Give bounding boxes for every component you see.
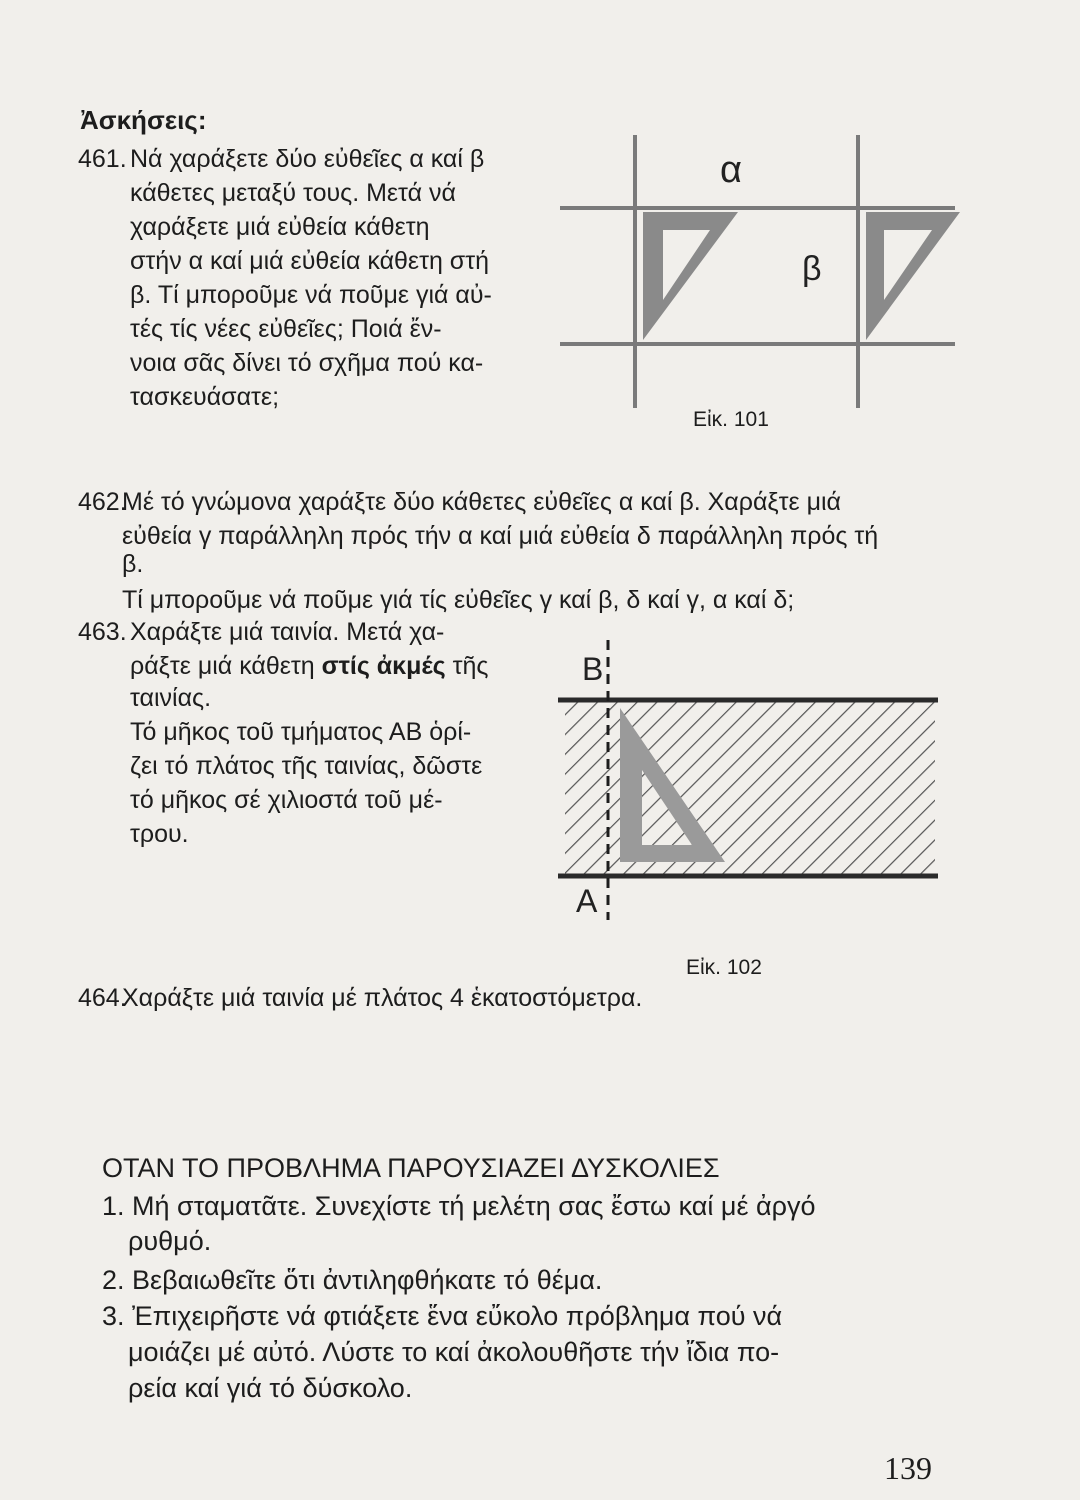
ex461-line: τασκευάσατε; [130,383,280,411]
ex463-line: Τό μῆκος τοῦ τμήματος ΑΒ ὁρί- [130,718,472,746]
figure-101 [540,130,960,420]
ex462-line: εὐθεία γ παράλληλη πρός τήν α καί μιά εὐθεία δ παράλληλη πρός τή [122,522,879,550]
ex461-line: τές τίς νέες εὐθεῖες; Ποιά ἔν- [130,315,442,343]
ex463-text: ράξτε μιά κάθετη [130,652,322,680]
tip-3: 3. Ἐπιχειρῆστε νά φτιάξετε ἕνα εὔκολο πρόβλημα πού νά [102,1301,783,1331]
tip-1: 1. Μή σταματᾶτε. Συνεχίστε τή μελέτη σας ἔστω καί μέ ἀργό [102,1191,816,1221]
ex463-line: τό μῆκος σέ χιλιοστά τοῦ μέ- [130,786,443,814]
ex464-text: Χαράξτε μιά ταινία μέ πλάτος 4 ἑκατοστόμετρα. [122,984,643,1012]
tips-title: ΟΤΑΝ ΤΟ ΠΡΟΒΛΗΜΑ ΠΑΡΟΥΣΙΑΖΕΙ ΔΥΣΚΟΛΙΕΣ [102,1153,720,1183]
ex463-line: τρου. [130,820,189,848]
ex462-line: Τί μποροῦμε νά ποῦμε γιά τίς εὐθεῖες γ καί β, δ καί γ, α καί δ; [122,586,795,614]
ex462-number: 462. [78,488,127,516]
section-title: Ἀσκήσεις: [80,105,207,135]
ex462-line: Μέ τό γνώμονα χαράξτε δύο κάθετες εὐθεῖες α καί β. Χαράξτε μιά [122,488,842,516]
ex464-number: 464. [78,984,127,1012]
tip-3-cont: ρεία καί γιά τό δύσκολο. [128,1373,413,1403]
ex462-line: β. [122,550,144,578]
tip-3-cont: μοιάζει μέ αὐτό. Λύστε το καί ἀκολουθῆστε τήν ἴδια πο- [128,1337,780,1367]
fig101-caption: Εἰκ. 101 [693,408,769,431]
ex461-line: Νά χαράξετε δύο εὐθεῖες α καί β [130,145,485,173]
figure-102 [540,640,940,940]
set-square-icon [866,212,960,340]
page-number: 139 [884,1450,932,1486]
label-alpha: α [720,149,742,191]
ex463-text: τῆς [445,652,489,680]
label-B: Β [582,651,604,687]
ex463-bold-term: στίς ἀκμές [321,652,446,680]
ex463-line: Χαράξτε μιά ταινία. Μετά χα- [130,618,445,646]
fig102-caption: Εἰκ. 102 [686,956,762,979]
ex463-line: ταινίας. [130,684,212,712]
ex461-line: χαράξετε μιά εὐθεία κάθετη [130,213,430,241]
ex461-line: κάθετες μεταξύ τους. Μετά νά [130,179,456,207]
tip-2: 2. Βεβαιωθεῖτε ὅτι ἀντιληφθήκατε τό θέμα. [102,1265,603,1295]
ex461-line: νοια σᾶς δίνει τό σχῆμα πού κα- [130,349,484,377]
set-square-icon [643,212,738,340]
ex463-line: ζει τό πλάτος τῆς ταινίας, δῶστε [130,752,483,780]
label-A: Α [576,883,598,919]
ex461-number: 461. [78,145,127,173]
ex461-line: β. Τί μποροῦμε νά ποῦμε γιά αὐ- [130,281,492,309]
tip-1-cont: ρυθμό. [128,1226,212,1256]
ex463-number: 463. [78,618,127,646]
label-beta: β [802,250,822,288]
ex463-line [130,650,488,682]
ex461-line: στήν α καί μιά εὐθεία κάθετη στή [130,247,490,275]
